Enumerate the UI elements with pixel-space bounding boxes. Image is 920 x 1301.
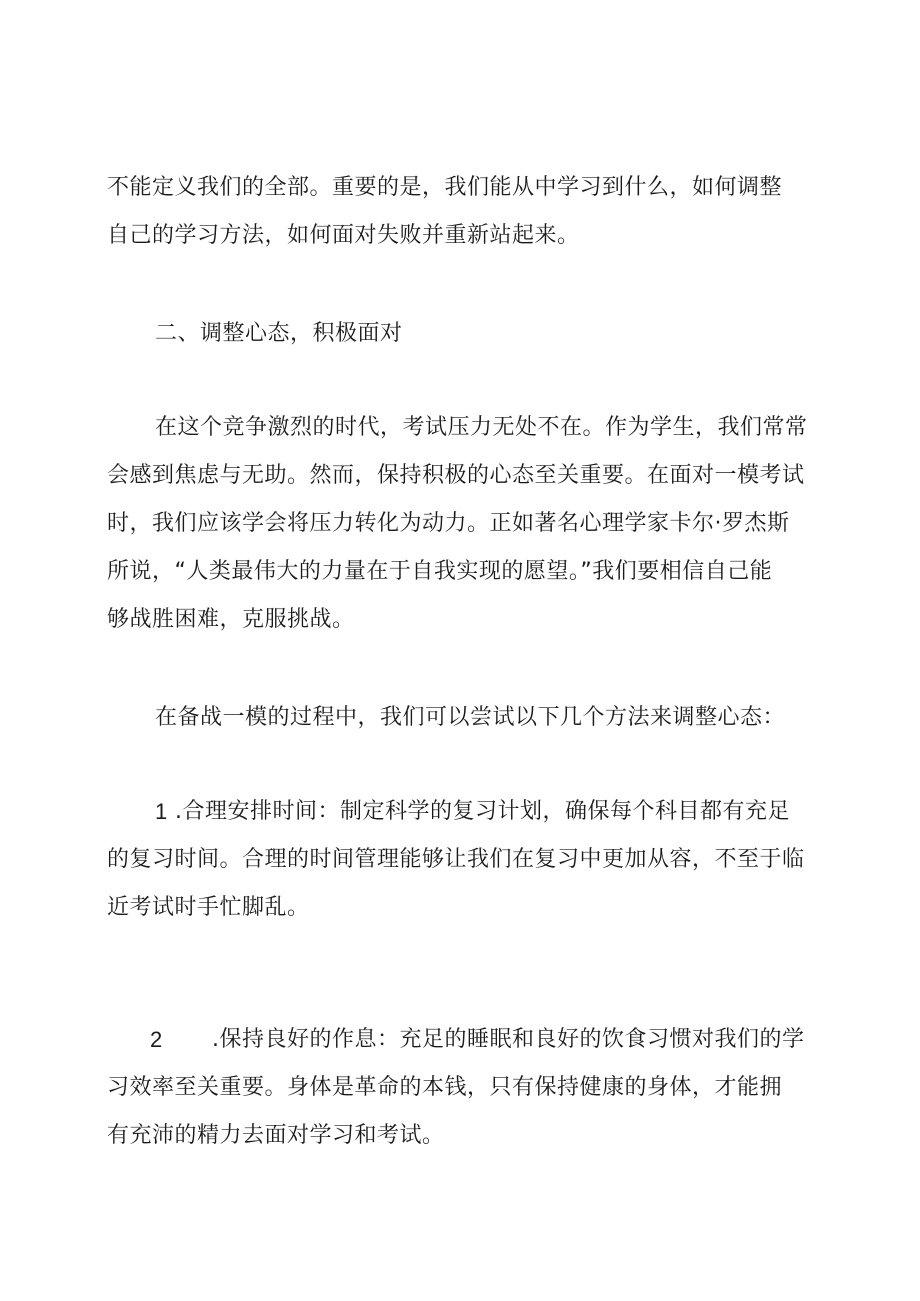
list-item-line: 近考试时手忙脚乱。 (107, 895, 310, 920)
list-item-line: 的复习时间。合理的时间管理能够让我们在复习中更加从容，不至于临 (107, 847, 805, 872)
list-item-line: 习效率至关重要。身体是革命的本钱，只有保持健康的身体，才能拥 (107, 1075, 783, 1100)
paragraph-line: 在这个竞争激烈的时代，考试压力无处不在。作为学生，我们常常 (155, 415, 808, 440)
paragraph-line: 所说，“人类最伟大的力量在于自我实现的愿望。”我们要相信自己能 (107, 559, 773, 584)
list-item-line: .合理安排时间：制定科学的复习计划，确保每个科目都有充足 (175, 799, 790, 824)
paragraph-line: 会感到焦虑与无助。然而，保持积极的心态至关重要。在面对一模考试 (107, 463, 805, 488)
list-item-number: 1 (155, 799, 168, 824)
list-item-line: 有充沛的精力去面对学习和考试。 (107, 1123, 445, 1148)
list-item-number: 2 (150, 1027, 163, 1052)
paragraph-line: 自己的学习方法，如何面对失败并重新站起来。 (107, 223, 580, 248)
section-heading: 二、调整心态，积极面对 (155, 321, 403, 346)
paragraph-line: 在备战一模的过程中，我们可以尝试以下几个方法来调整心态： (155, 705, 786, 730)
paragraph-line: 时，我们应该学会将压力转化为动力。正如著名心理学家卡尔·罗杰斯 (107, 511, 790, 536)
list-item-line: .保持良好的作息：充足的睡眠和良好的饮食习惯对我们的学 (212, 1027, 805, 1052)
paragraph-line: 够战胜困难，克服挑战。 (107, 607, 355, 632)
paragraph-line: 不能定义我们的全部。重要的是，我们能从中学习到什么，如何调整 (107, 175, 783, 200)
